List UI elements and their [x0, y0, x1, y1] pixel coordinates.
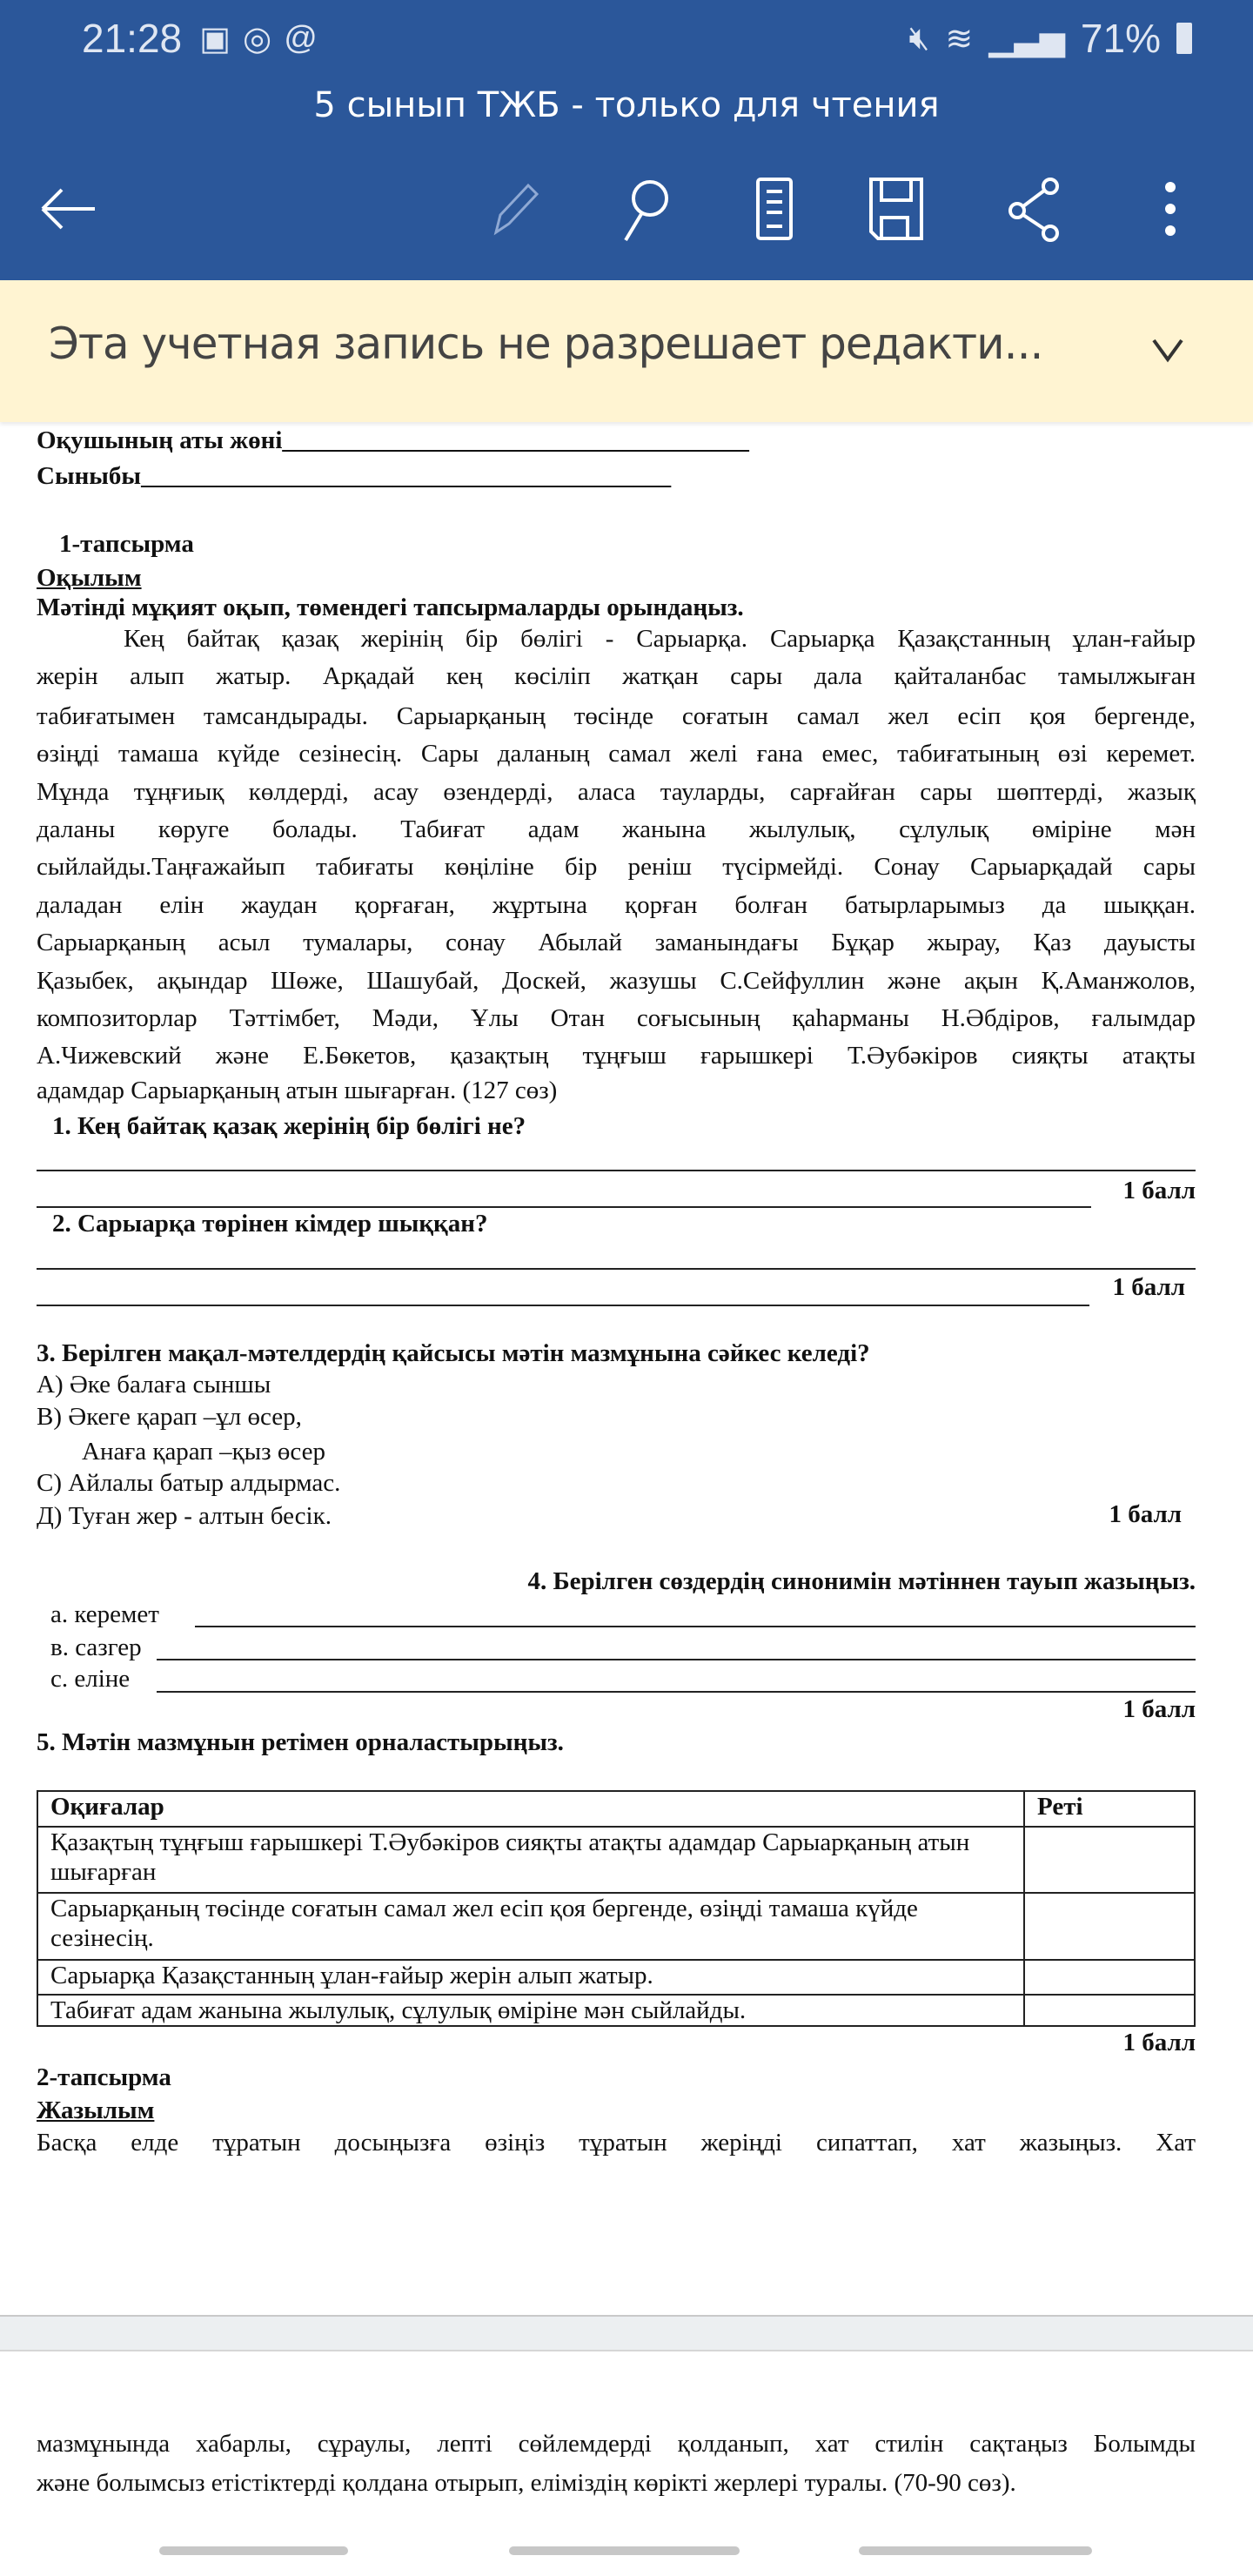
task-2-text: Басқа елде тұратын досыңызға өзіңіз тұратын жеріңді сипаттап, хат жазыңыз. Хат: [37, 2129, 1196, 2157]
paragraph-line: адамдар Сарыарқаның атын шығарған. (127 сөз): [37, 1077, 558, 1104]
question-4: 4. Берілген сөздердің синонимін мәтіннен тауып жазыңыз.: [527, 1567, 1196, 1595]
table-header-row: [37, 1791, 1195, 1827]
paragraph-line: А.Чижевский және Е.Бөкетов, қазақтың тұңғыш ғарышкері Т.Әубәкіров сияқты атақты: [37, 1042, 1196, 1070]
wifi-icon: ≋: [945, 20, 974, 57]
option-d: Д) Туған жер - алтын бесік.: [37, 1502, 332, 1530]
synonym-item: с. еліне: [50, 1665, 131, 1693]
order-cell[interactable]: [1024, 1995, 1195, 2026]
paragraph-line: Кең байтақ қазақ жерінің бір бөлігі - Сарыарқа. Сарыарқа Қазақстанның ұлан-ғайыр: [124, 625, 1196, 653]
gallery-icon: ▣: [199, 20, 231, 57]
event-cell: Қазақтың тұңғыш ғарышкері Т.Әубәкіров сияқты атақты адамдар Сарыарқаның атын шығарған: [37, 1827, 1024, 1893]
answer-line: [37, 1305, 1089, 1306]
back-button[interactable]: [35, 174, 104, 244]
more-options-button[interactable]: [1136, 174, 1205, 244]
points-label: 1 балл: [1122, 2029, 1196, 2056]
reading-heading: Оқылым: [37, 564, 142, 592]
share-icon: [1005, 176, 1066, 242]
answer-line: [157, 1691, 1196, 1693]
paragraph-line: композиторлар Тәттімбет, Мәди, Ұлы Отан соғысының қаһарманы Н.Әбдіров, ғалымдар: [37, 1004, 1196, 1032]
question-1: 1. Кең байтақ қазақ жерінің бір бөлігі не?: [52, 1112, 526, 1140]
answer-line: [195, 1626, 1196, 1627]
paragraph-line: Сарыарқаның асыл тумалары, сонау Абылай заманындағы Бұқар жырау, Қаз дауысты: [37, 929, 1196, 956]
nav-handle[interactable]: [159, 2546, 348, 2555]
document-icon: [753, 176, 796, 242]
synonym-item: а. керемет: [50, 1600, 159, 1628]
save-button[interactable]: [861, 174, 931, 244]
search-button[interactable]: [609, 174, 679, 244]
paragraph-line: сыйлайды.Таңғажайып табиғаты көңіліне бір реніш түсірмейді. Сонау Сарыарқадай сары: [37, 853, 1196, 881]
search-icon: [613, 176, 674, 242]
paragraph-line: Қазыбек, ақындар Шөже, Шашубай, Доскей, жазушы С.Сейфуллин және ақын Қ.Аманжолов,: [37, 967, 1196, 995]
table-row: [37, 1995, 1195, 2026]
instagram-icon: ◎: [243, 20, 272, 57]
table-row: [37, 1960, 1195, 1995]
question-2: 2. Сарыарқа төрінен кімдер шыққан?: [52, 1210, 488, 1238]
table-row: [37, 1827, 1195, 1893]
paragraph-line: даладан елін жаудан қорғаған, жұртына қорған болған батырларымыз да шыққан.: [37, 891, 1196, 919]
column-header: Реті: [1024, 1791, 1195, 1827]
task-2-text-continued: және болымсыз етістіктерді қолдана отырып, еліміздің көрікті жерлері туралы. (70-90 сөз).: [37, 2469, 1016, 2497]
answer-line: [37, 1170, 1196, 1171]
paragraph-line: даланы көруге болады. Табиғат адам жанына жылулық, сұлулық өміріне мән: [37, 815, 1196, 843]
pencil-icon: [483, 178, 544, 239]
table-row: [37, 1893, 1195, 1960]
instruction: Мәтінді мұқият оқып, төмендегі тапсырмаларды орындаңыз.: [37, 594, 744, 621]
option-c: С) Айлалы батыр алдырмас.: [37, 1469, 341, 1497]
points-label: 1 балл: [1122, 1177, 1196, 1204]
points-label: 1 балл: [1109, 1500, 1182, 1528]
battery-level: 71%: [1080, 16, 1161, 61]
task-2-text-continued: мазмұнында хабарлы, сұраулы, лепті сөйлемдерді қолданып, хат стилін сақтаңыз Болымды: [37, 2430, 1196, 2458]
column-header: Оқиғалар: [37, 1791, 1024, 1827]
event-cell: Сарыарқа Қазақстанның ұлан-ғайыр жерін алып жатыр.: [37, 1960, 1024, 1995]
writing-heading: Жазылым: [37, 2096, 155, 2124]
read-only-banner[interactable]: [0, 280, 1253, 422]
clock: 21:28: [82, 16, 183, 61]
option-b-continued: Анаға қарап –қыз өсер: [82, 1438, 325, 1466]
document-title: 5 сынып ТЖБ - только для чтения: [313, 85, 940, 125]
more-vertical-icon: [1162, 178, 1179, 239]
signal-icon: ▁▃▅: [988, 20, 1065, 57]
event-cell: Табиғат адам жанына жылулық, сұлулық өміріне мән сыйлайды.: [37, 1995, 1024, 2026]
answer-line: [157, 1659, 1196, 1660]
nav-handle[interactable]: [509, 2546, 740, 2555]
email-icon: @: [284, 19, 318, 57]
order-table: [37, 1790, 1196, 2027]
question-5: 5. Мәтін мазмұнын ретімен орналастырыңыз.: [37, 1728, 564, 1756]
task-1-heading: 1-тапсырма: [59, 530, 194, 558]
option-b: В) Әкеге қарап –ұл өсер,: [37, 1403, 302, 1431]
status-bar: [82, 12, 1192, 64]
task-2-heading: 2-тапсырма: [37, 2063, 171, 2091]
answer-line: [37, 1268, 1196, 1270]
battery-icon: [1176, 23, 1192, 54]
paragraph-line: өзіңді тамаша күйде сезінесің. Сары даланың самал желі ғана емес, табиғатының өзі керемет.: [37, 740, 1196, 768]
mute-icon: 🔇︎: [908, 19, 930, 57]
student-name-field: Оқушының аты жөні_____________________________________: [37, 426, 749, 454]
order-cell[interactable]: [1024, 1893, 1195, 1960]
class-field: Сыныбы__________________________________________: [37, 462, 672, 490]
order-cell[interactable]: [1024, 1960, 1195, 1995]
nav-handle[interactable]: [859, 2546, 1092, 2555]
app-header: [0, 0, 1253, 280]
question-3: 3. Берілген мақал-мәтелдердің қайсысы мәтін мазмұнына сәйкес келеді?: [37, 1339, 870, 1367]
synonym-item: в. сазгер: [50, 1633, 142, 1661]
banner-message: Эта учетная запись не разрешает редакти...: [49, 319, 1043, 369]
event-cell: Сарыарқаның төсінде соғатын самал жел есіп қоя бергенде, өзіңді тамаша күйде сезінесің.: [37, 1893, 1024, 1960]
points-label: 1 балл: [1112, 1273, 1185, 1301]
reading-view-button[interactable]: [740, 174, 809, 244]
chevron-down-icon[interactable]: [1150, 328, 1185, 372]
order-cell[interactable]: [1024, 1827, 1195, 1893]
floppy-disk-icon: [866, 176, 927, 242]
paragraph-line: жерін алып жатыр. Арқадай кең көсіліп жатқан сары дала қайталанбас тамылжыған: [37, 662, 1196, 690]
edit-button[interactable]: [479, 174, 548, 244]
option-a: А) Әке балаға сыншы: [37, 1371, 271, 1399]
points-label: 1 балл: [1122, 1695, 1196, 1723]
share-button[interactable]: [1001, 174, 1070, 244]
paragraph-line: Мұнда тұңғиық көлдерді, асау өзендерді, аласа тауларды, сарғайған сары шөптерді, жазық: [37, 778, 1196, 806]
paragraph-line: табиғатымен тамсандырады. Сарыарқаның төсінде соғатын самал жел есіп қоя бергенде,: [37, 702, 1196, 730]
page-break: [0, 2315, 1253, 2351]
arrow-left-icon: [39, 183, 100, 235]
